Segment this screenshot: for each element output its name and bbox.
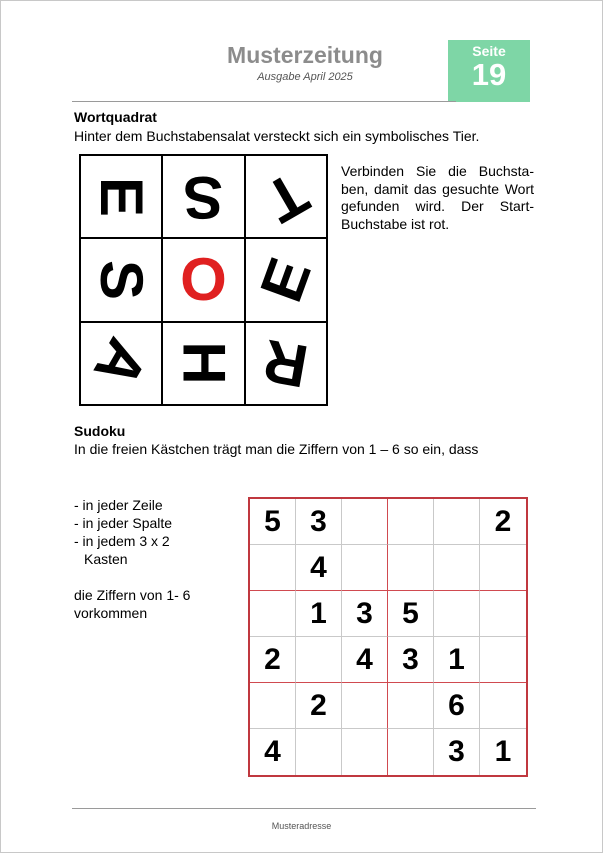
sudoku-cell <box>342 729 388 775</box>
issue-date: Ausgabe April 2025 <box>257 71 353 83</box>
footer-divider <box>72 808 536 809</box>
sudoku-title: Sudoku <box>74 423 126 439</box>
sudoku-grid <box>248 497 528 777</box>
letter: S <box>183 163 224 231</box>
sudoku-cell: 2 <box>296 683 342 729</box>
sudoku-cell: 5 <box>250 499 296 545</box>
sudoku-cell <box>296 729 342 775</box>
sudoku-cell <box>434 499 480 545</box>
sudoku-cell: 3 <box>434 729 480 775</box>
page-label: Seite <box>472 43 506 59</box>
sudoku-cell <box>250 591 296 637</box>
sudoku-cell <box>342 545 388 591</box>
letter-cell <box>81 323 161 404</box>
rule-box: - in jedem 3 x 2 <box>74 533 170 549</box>
letter-cell <box>246 323 326 404</box>
letter: E <box>247 249 324 311</box>
rule-column: - in jeder Spalte <box>74 515 173 531</box>
letter-cell <box>81 156 161 237</box>
sudoku-cell: 5 <box>388 591 434 637</box>
letter: T <box>253 158 319 236</box>
rule-box-continued: Kasten <box>84 551 128 567</box>
sudoku-cell: 6 <box>434 683 480 729</box>
page-number: 19 <box>471 57 507 92</box>
letter-square <box>79 154 328 406</box>
sudoku-cell <box>342 499 388 545</box>
letter: R <box>258 327 313 401</box>
letter-cell <box>81 239 161 320</box>
sudoku-cell <box>480 545 526 591</box>
sudoku-cell <box>388 545 434 591</box>
sudoku-cell <box>296 637 342 683</box>
letter: E <box>88 176 156 217</box>
sudoku-cell: 2 <box>250 637 296 683</box>
sudoku-cell: 4 <box>250 729 296 775</box>
sudoku-cell <box>250 683 296 729</box>
letter: O <box>180 245 227 313</box>
letter: A <box>81 328 162 400</box>
rules-closing: die Ziffern von 1- 6 vorkommen <box>74 587 191 621</box>
page-number-box <box>448 40 530 102</box>
sudoku-cell: 1 <box>494 735 512 768</box>
sudoku-cell <box>388 683 434 729</box>
letter-cell <box>163 239 243 320</box>
sudoku-cell <box>388 499 434 545</box>
sudoku-cell: 4 <box>296 545 342 591</box>
newspaper-title: Musterzeitung <box>227 42 383 68</box>
sudoku-cell: 3 <box>388 637 434 683</box>
sudoku-rules <box>74 496 234 622</box>
sudoku-cell <box>434 545 480 591</box>
sudoku-cell: 4 <box>342 637 388 683</box>
sudoku-cell: 1 <box>434 637 480 683</box>
sudoku-cell <box>434 591 480 637</box>
sudoku-cell <box>388 729 434 775</box>
sudoku-cell <box>480 683 526 729</box>
sudoku-cell: 3 <box>342 591 388 637</box>
sudoku-cell <box>480 591 526 637</box>
sudoku-cell: 1 <box>296 591 342 637</box>
header-divider <box>72 101 456 102</box>
wortquadrat-intro: Hinter dem Buchstabensalat versteckt sich ein symbolisches Tier. <box>74 128 480 144</box>
letter-cell <box>246 156 326 237</box>
sudoku-cell: 3 <box>296 499 342 545</box>
sudoku-cell <box>342 683 388 729</box>
letter-cell <box>163 156 243 237</box>
rule-row: - in jeder Zeile <box>74 497 163 513</box>
letter-cell <box>163 323 243 404</box>
letter: H <box>170 341 238 385</box>
sudoku-intro: In die freien Kästchen trägt man die Ziffern von 1 – 6 so ein, dass <box>74 441 479 457</box>
sudoku-cell <box>480 637 526 683</box>
wortquadrat-title: Wortquadrat <box>74 109 157 125</box>
sudoku-cell <box>250 545 296 591</box>
letter-cell <box>246 239 326 320</box>
letter: S <box>88 259 156 300</box>
wortquadrat-instructions: Verbinden Sie die Buchsta-ben, damit das gesuchte Wort gefunden wird. Der Start-Buchstabe ist rot. <box>341 163 534 232</box>
sudoku-cell: 2 <box>480 499 526 545</box>
footer-address: Musteradresse <box>271 821 332 831</box>
